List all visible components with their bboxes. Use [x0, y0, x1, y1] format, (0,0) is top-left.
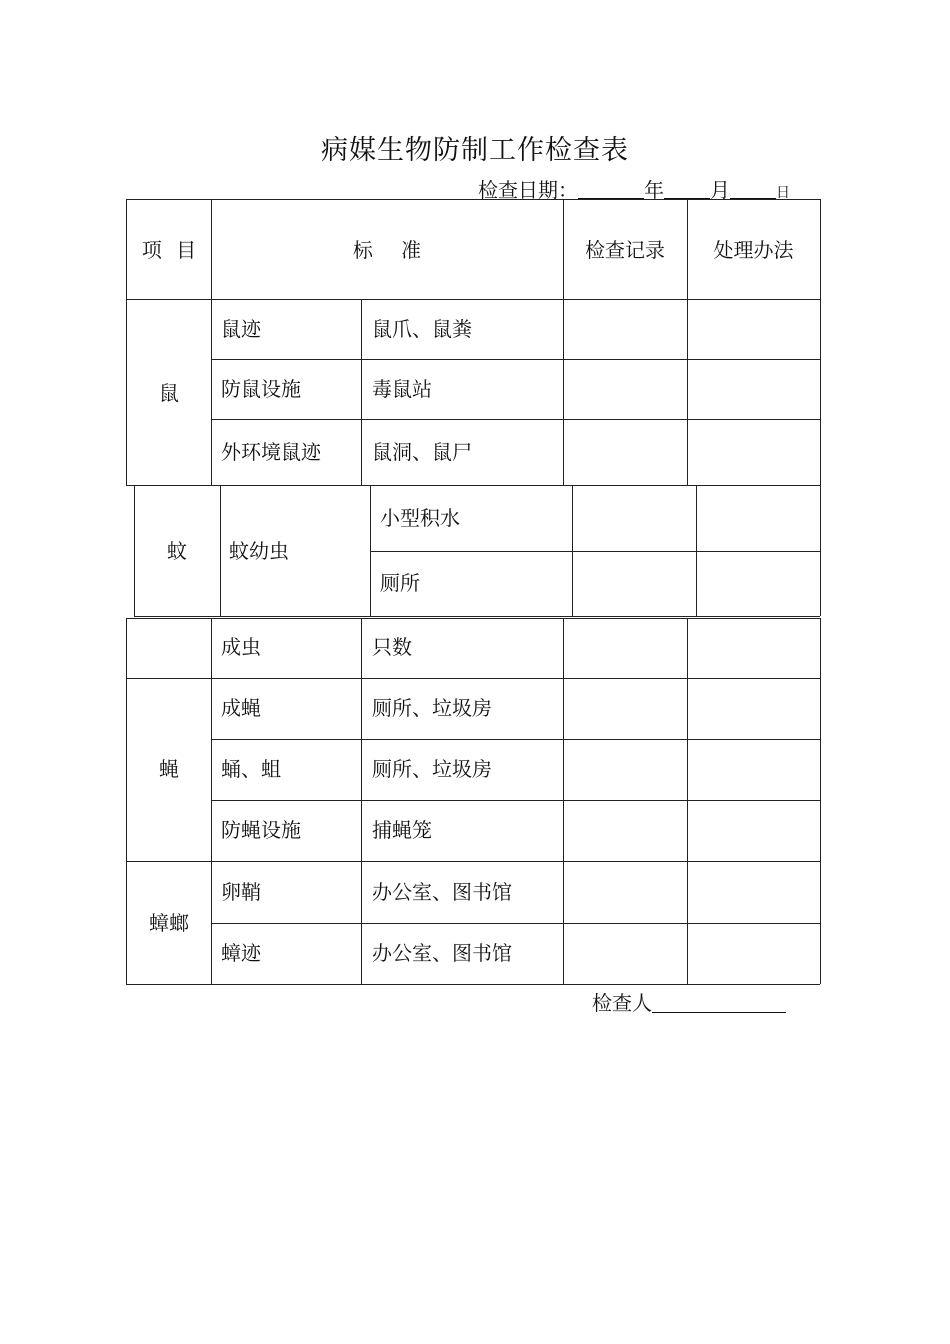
table-rule — [126, 618, 820, 619]
mosquito-adult-standard: 只数 — [372, 635, 412, 659]
date-label: 检查日期： — [478, 178, 578, 202]
table-rule — [361, 299, 362, 485]
table-rule — [126, 199, 820, 200]
table-rule — [563, 618, 564, 984]
cockroach-sub-item: 蟑迹 — [221, 941, 261, 965]
rat-standard: 鼠洞、鼠尸 — [372, 440, 472, 464]
table-rule — [126, 678, 820, 679]
table-rule — [211, 419, 820, 420]
fly-sub-item: 蛹、蛆 — [221, 757, 281, 781]
rat-sub-item: 鼠迹 — [221, 317, 261, 341]
table-rule — [126, 984, 820, 985]
table-rule — [134, 616, 820, 617]
table-rule — [126, 861, 820, 862]
table-rule — [211, 800, 820, 801]
table-rule — [211, 923, 820, 924]
cockroach-standard: 办公室、图书馆 — [372, 941, 512, 965]
table-rule — [370, 485, 371, 616]
table-rule — [820, 199, 821, 485]
table-rule — [820, 485, 821, 616]
day-label: 日 — [776, 185, 790, 201]
table-rule — [211, 359, 820, 360]
mosquito-larva-standard: 厕所 — [380, 571, 420, 595]
header-standard: 标 准 — [352, 238, 422, 262]
header-item: 项 目 — [141, 238, 197, 262]
table-rule — [687, 618, 688, 984]
section-label-cockroach: 蟑螂 — [149, 911, 189, 935]
month-blank[interactable] — [664, 180, 710, 199]
table-rule — [126, 485, 820, 486]
fly-sub-item: 防蝇设施 — [221, 818, 301, 842]
fly-standard: 厕所、垃圾房 — [372, 757, 492, 781]
mosquito-adult-label: 成虫 — [221, 635, 261, 659]
fly-standard: 捕蝇笼 — [372, 818, 432, 842]
mosquito-larva-standard: 小型积水 — [380, 506, 460, 530]
section-label-rat: 鼠 — [159, 381, 179, 405]
header-method: 处理办法 — [713, 238, 794, 262]
mosquito-larva-label: 蚊幼虫 — [229, 539, 289, 563]
year-label: 年 — [644, 178, 664, 202]
page-title: 病媒生物防制工作检查表 — [321, 135, 629, 166]
table-rule — [126, 299, 820, 300]
table-rule — [220, 485, 221, 616]
month-label: 月 — [710, 178, 730, 202]
rat-sub-item: 防鼠设施 — [221, 377, 301, 401]
rat-standard: 鼠爪、鼠粪 — [372, 317, 472, 341]
inspector-signature-blank[interactable] — [652, 992, 786, 1013]
day-blank[interactable] — [730, 180, 776, 199]
year-blank[interactable] — [578, 180, 644, 199]
fly-sub-item: 成蝇 — [221, 696, 261, 720]
rat-sub-item: 外环境鼠迹 — [221, 440, 321, 464]
section-label-fly: 蝇 — [159, 757, 179, 781]
header-record: 检查记录 — [585, 238, 665, 262]
inspector-label: 检查人 — [592, 991, 652, 1015]
cockroach-standard: 办公室、图书馆 — [372, 880, 512, 904]
fly-standard: 厕所、垃圾房 — [372, 696, 492, 720]
table-rule — [696, 485, 697, 616]
rat-standard: 毒鼠站 — [372, 377, 432, 401]
cockroach-sub-item: 卵鞘 — [221, 880, 261, 904]
table-rule — [370, 551, 820, 552]
table-rule — [361, 618, 362, 984]
table-rule — [211, 739, 820, 740]
table-rule — [820, 618, 821, 984]
section-label-mosquito: 蚊 — [167, 539, 187, 563]
inspector-line — [592, 987, 786, 1016]
table-rule — [572, 485, 573, 616]
